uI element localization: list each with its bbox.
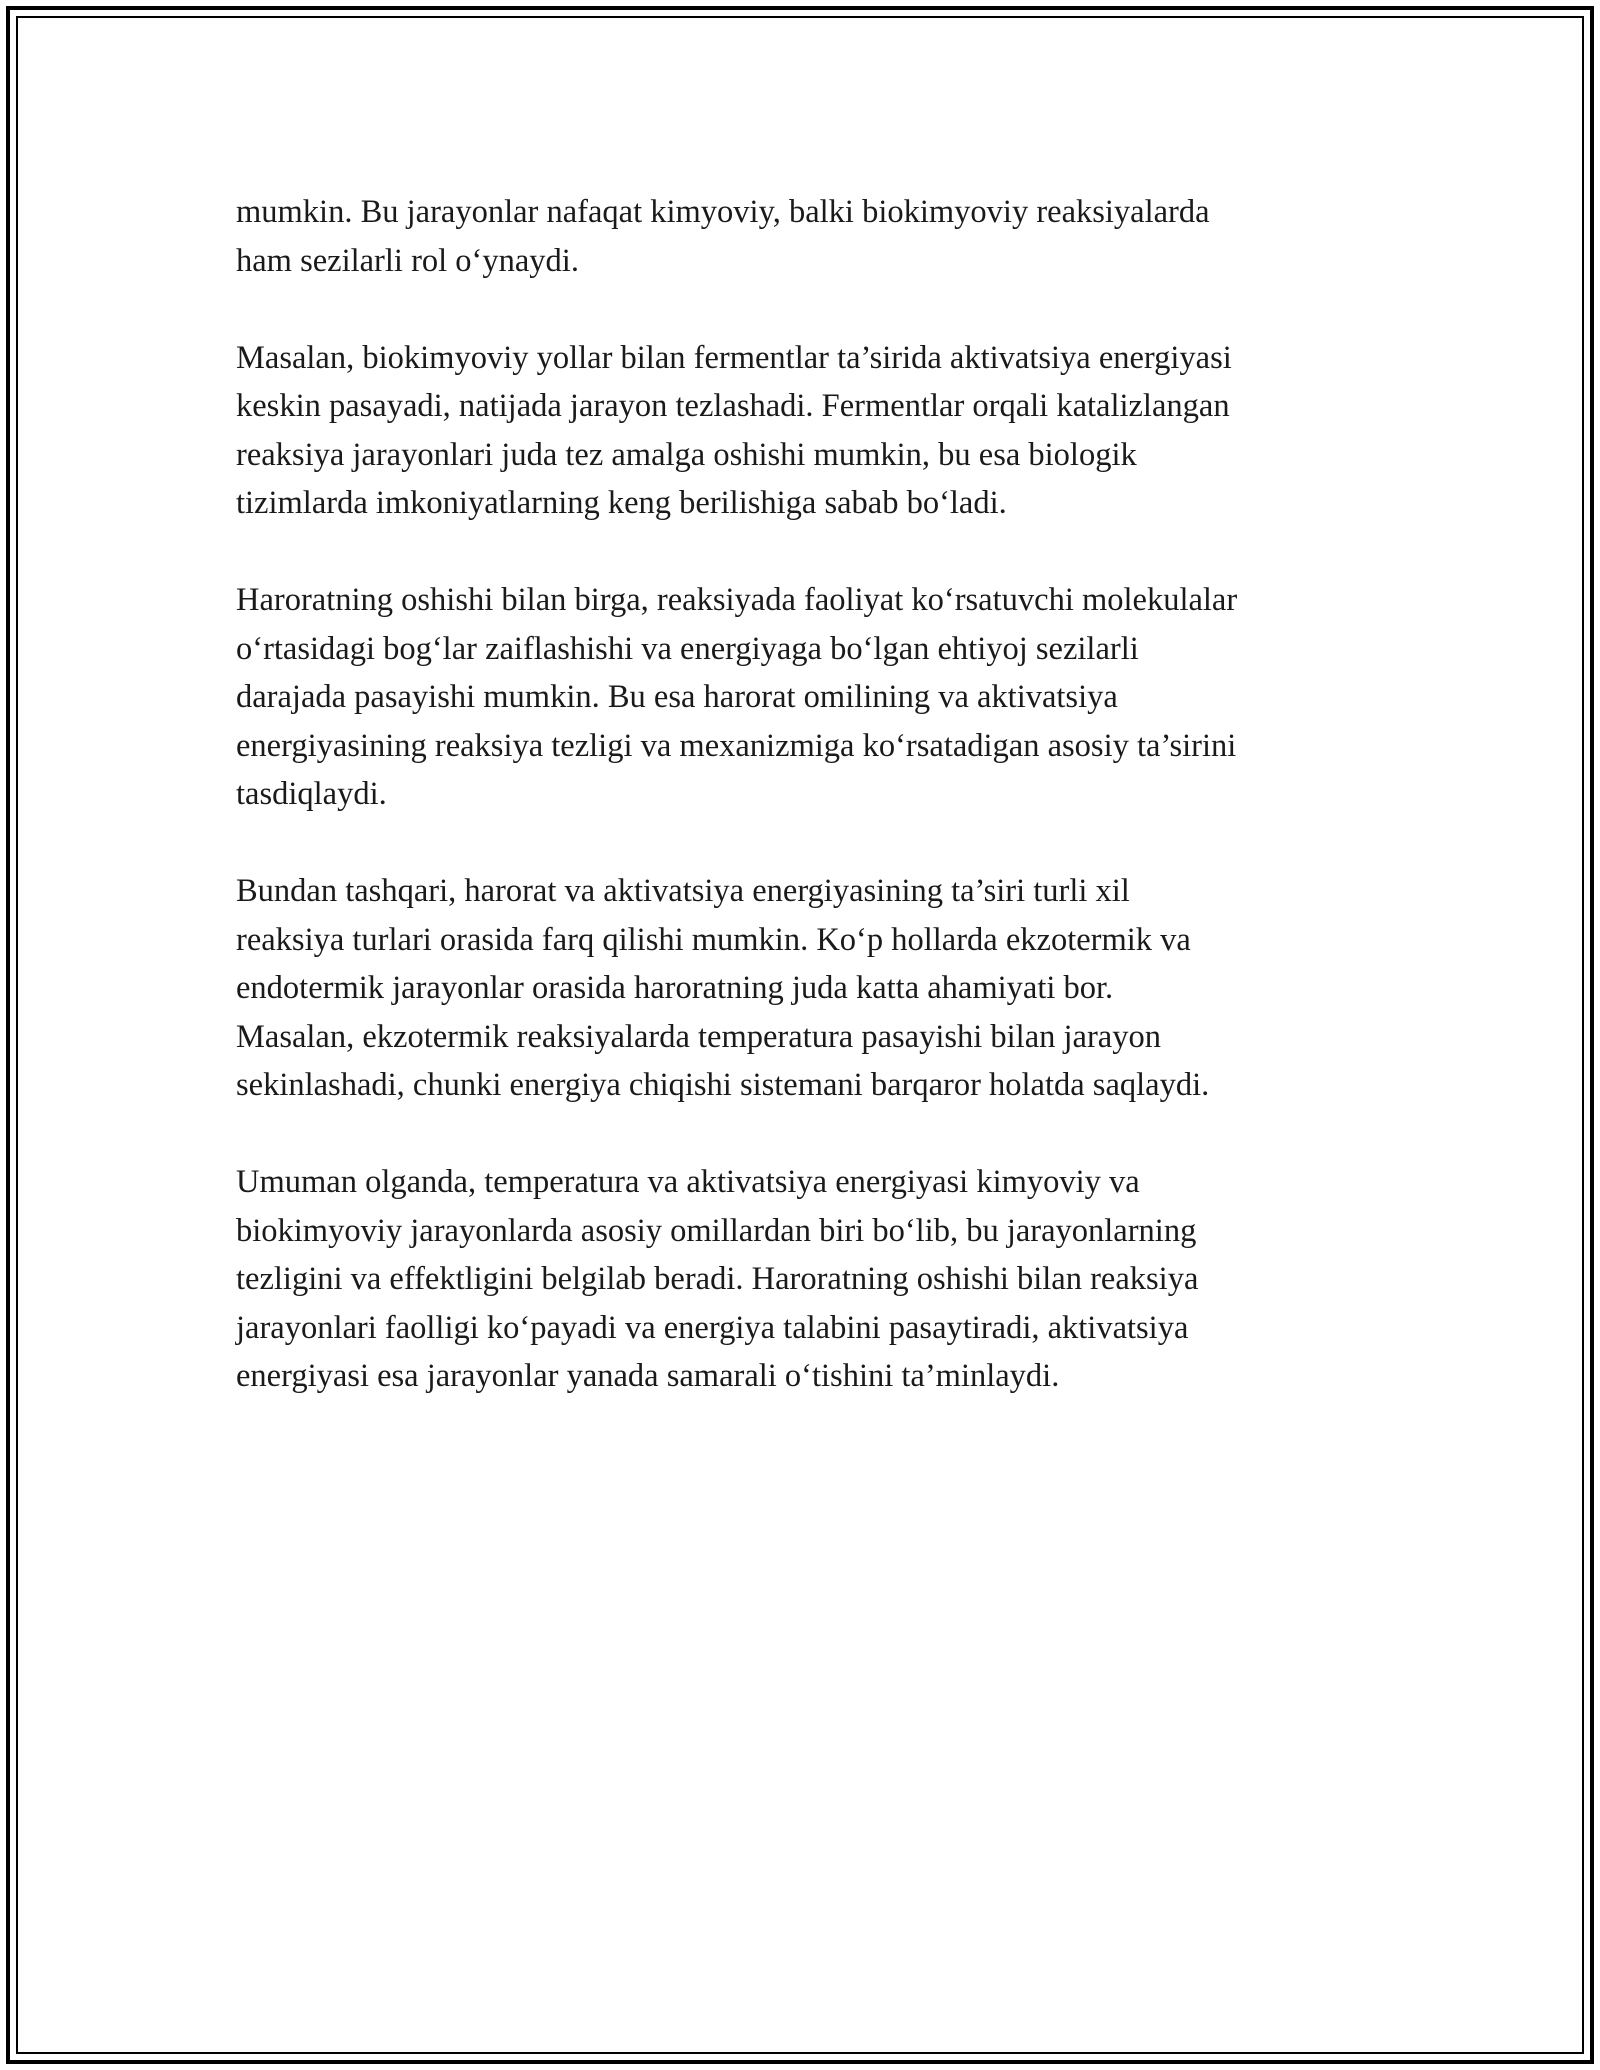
paragraph-4: Bundan tashqari, harorat va aktivatsiya energiyasining ta’siri turli xil reaksiya turlari orasida farq qilishi mumkin. Ko‘p hollarda ekzotermik va endotermik jarayonlar orasida haroratning juda katta ahamiyati bor. Masalan, ekzotermik reaksiyalarda temperatura pasayishi bilan jarayon sekinlashadi, chunki energiya chiqishi sistemani barqaror holatda saqlaydi. [236,873,1210,1103]
paragraph-3: Haroratning oshishi bilan birga, reaksiyada faoliyat ko‘rsatuvchi molekulalar o‘rtasidagi bog‘lar zaiflashishi va energiyaga bo‘lgan ehtiyoj sezilarli darajada pasayishi mumkin. Bu esa harorat omilining va aktivatsiya energiyasining reaksiya tezligi va mexanizmiga ko‘rsatadigan asosiy ta’sirini tasdiqlaydi. [236,582,1238,812]
paragraph-1: mumkin. Bu jarayonlar nafaqat kimyoviy, balki biokimyoviy reaksiyalarda ham sezilarli rol o‘ynaydi. [236,194,1210,279]
document-body [236,188,1376,1449]
paragraph-5: Umuman olganda, temperatura va aktivatsiya energiyasi kimyoviy va biokimyoviy jarayonlarda asosiy omillardan biri bo‘lib, bu jarayonlarning tezligini va effektligini belgilab beradi. Haroratning oshishi bilan reaksiya jarayonlari faolligi ko‘payadi va energiya talabini pasaytiradi, aktivatsiya energiyasi esa jarayonlar yanada samarali o‘tishini ta’minlaydi. [236,1164,1199,1394]
paragraph-2: Masalan, biokimyoviy yollar bilan fermentlar ta’sirida aktivatsiya energiyasi keskin pasayadi, natijada jarayon tezlashadi. Fermentlar orqali katalizlangan reaksiya jarayonlari juda tez amalga oshishi mumkin, bu esa biologik tizimlarda imkoniyatlarning keng berilishiga sabab bo‘ladi. [236,339,1232,521]
